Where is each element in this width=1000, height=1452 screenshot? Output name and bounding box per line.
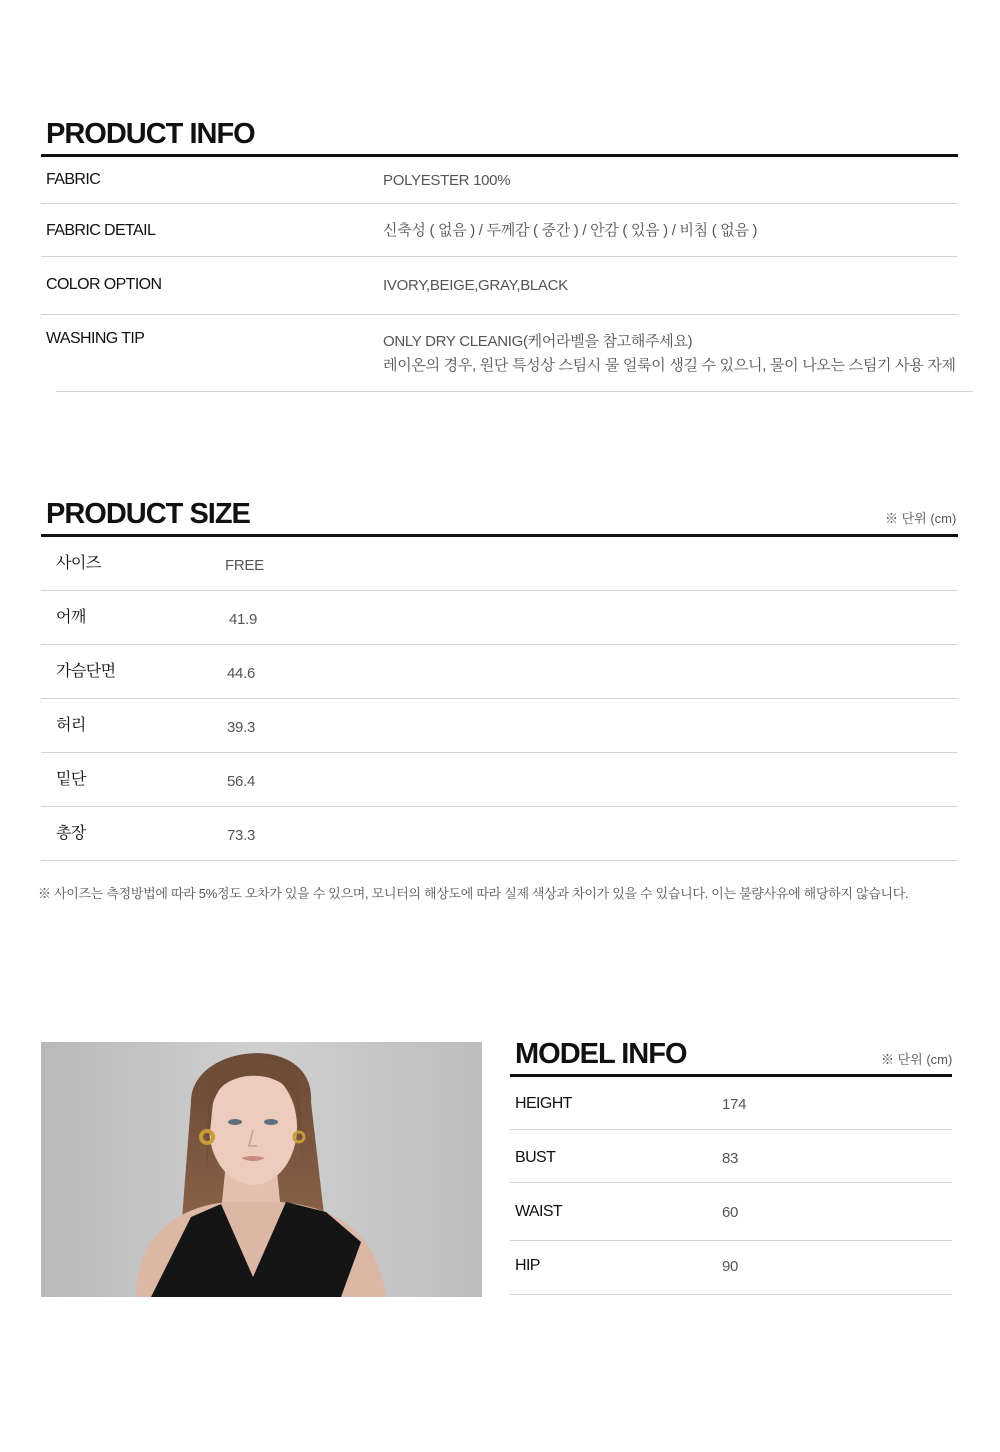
- model-unit: ※ 단위 (cm): [881, 1052, 953, 1067]
- fabric-detail-value: 신축성 ( 없음 ) / 두께감 ( 중간 ) / 안감 ( 있음 ) / 비침 ( 없음 ): [383, 222, 758, 239]
- model-bust-label: BUST: [515, 1149, 556, 1166]
- model-info-title: MODEL INFO: [515, 1038, 687, 1070]
- divider: [41, 806, 958, 807]
- divider: [510, 1182, 952, 1183]
- fabric-detail-label: FABRIC DETAIL: [46, 222, 156, 239]
- size-row-label: 사이즈: [56, 555, 101, 572]
- divider: [41, 314, 958, 315]
- model-waist-value: 60: [722, 1204, 739, 1221]
- size-row-value: 56.4: [227, 773, 255, 790]
- size-disclaimer: ※ 사이즈는 측정방법에 따라 5%정도 오차가 있을 수 있으며, 모니터의 해상도에 따라 실제 색상과 차이가 있을 수 있습니다. 이는 불량사유에 해당하지 않습니다.: [38, 886, 909, 901]
- washing-tip-label: WASHING TIP: [46, 330, 145, 347]
- washing-tip-note: 레이온의 경우, 원단 특성상 스팀시 물 얼룩이 생길 수 있으니, 물이 나오는 스팀기 사용 자제: [383, 357, 956, 374]
- fabric-value: POLYESTER 100%: [383, 172, 511, 189]
- model-hip-value: 90: [722, 1258, 739, 1275]
- product-size-rule: [41, 534, 958, 537]
- model-photo: [41, 1042, 482, 1297]
- divider: [41, 698, 958, 699]
- product-info-rule: [41, 154, 958, 157]
- fabric-label: FABRIC: [46, 171, 101, 188]
- model-illustration: [41, 1042, 482, 1297]
- model-bust-value: 83: [722, 1150, 739, 1167]
- size-row-label: 가슴단면: [56, 663, 116, 680]
- size-row-value: FREE: [225, 557, 264, 574]
- product-info-title: PRODUCT INFO: [46, 118, 255, 150]
- model-height-value: 174: [722, 1096, 747, 1113]
- divider: [41, 590, 958, 591]
- washing-tip-value: ONLY DRY CLEANIG(케어라벨을 참고해주세요): [383, 333, 693, 350]
- size-row-label: 어깨: [56, 609, 86, 626]
- divider: [41, 752, 958, 753]
- size-row-value: 44.6: [227, 665, 255, 682]
- size-row-value: 73.3: [227, 827, 255, 844]
- product-size-title: PRODUCT SIZE: [46, 498, 250, 530]
- model-height-label: HEIGHT: [515, 1095, 572, 1112]
- divider: [510, 1294, 952, 1295]
- divider: [41, 644, 958, 645]
- color-option-label: COLOR OPTION: [46, 276, 162, 293]
- divider: [41, 256, 958, 257]
- model-hip-label: HIP: [515, 1257, 540, 1274]
- divider: [510, 1129, 952, 1130]
- divider: [510, 1240, 952, 1241]
- size-unit: ※ 단위 (cm): [885, 511, 957, 526]
- size-row-label: 총장: [56, 825, 86, 842]
- model-info-rule: [510, 1074, 952, 1077]
- divider: [41, 203, 958, 204]
- color-option-value: IVORY,BEIGE,GRAY,BLACK: [383, 277, 568, 294]
- size-row-value: 39.3: [227, 719, 255, 736]
- model-waist-label: WAIST: [515, 1203, 563, 1220]
- divider: [41, 860, 958, 861]
- size-row-value: 41.9: [229, 611, 257, 628]
- size-row-label: 밑단: [56, 771, 86, 788]
- size-row-label: 허리: [56, 717, 86, 734]
- divider: [56, 391, 973, 392]
